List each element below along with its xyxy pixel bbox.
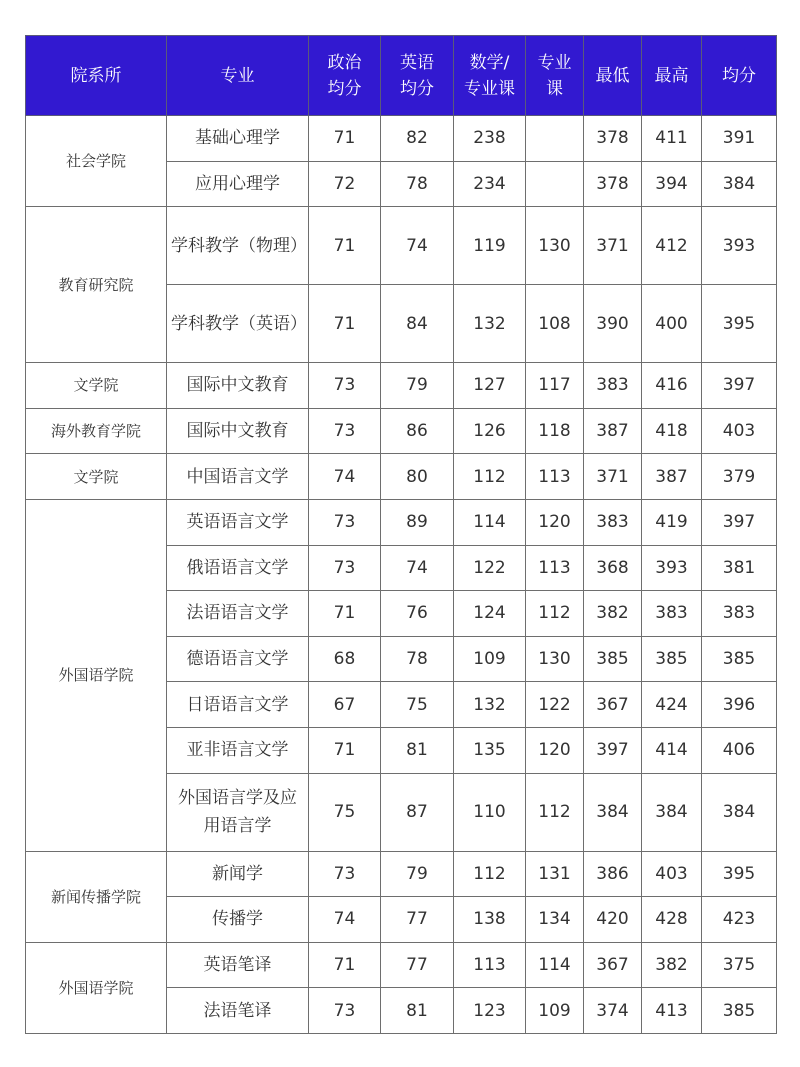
min-score-cell: 378: [584, 161, 642, 207]
major-cell: 应用心理学: [167, 161, 309, 207]
min-score-cell: 382: [584, 591, 642, 637]
english-avg-cell: 74: [381, 545, 454, 591]
politics-avg-cell: 71: [309, 285, 381, 363]
major-cell: 日语语言文学: [167, 682, 309, 728]
avg-score-cell: 396: [702, 682, 777, 728]
max-score-cell: 424: [642, 682, 702, 728]
min-score-cell: 374: [584, 988, 642, 1034]
table-row: [26, 454, 777, 500]
math-or-major-course-cell: 119: [454, 207, 526, 285]
avg-score-cell: 395: [702, 851, 777, 897]
max-score-cell: 394: [642, 161, 702, 207]
department-cell: 新闻传播学院: [26, 851, 167, 942]
major-cell: 传播学: [167, 897, 309, 943]
avg-score-cell: 381: [702, 545, 777, 591]
min-score-cell: 420: [584, 897, 642, 943]
english-avg-cell: 86: [381, 408, 454, 454]
avg-score-cell: 384: [702, 773, 777, 851]
major-course-cell: 114: [526, 942, 584, 988]
politics-avg-cell: 73: [309, 408, 381, 454]
english-avg-cell: 77: [381, 942, 454, 988]
politics-avg-cell: 71: [309, 207, 381, 285]
math-or-major-course-cell: 238: [454, 116, 526, 162]
english-avg-cell: 76: [381, 591, 454, 637]
math-or-major-course-cell: 234: [454, 161, 526, 207]
avg-score-cell: 379: [702, 454, 777, 500]
math-or-major-course-cell: 135: [454, 727, 526, 773]
max-score-cell: 418: [642, 408, 702, 454]
avg-score-cell: 406: [702, 727, 777, 773]
table-row: [26, 942, 777, 988]
avg-score-cell: 423: [702, 897, 777, 943]
avg-score-cell: 393: [702, 207, 777, 285]
politics-avg-cell: 71: [309, 116, 381, 162]
max-score-cell: 384: [642, 773, 702, 851]
department-cell: 教育研究院: [26, 207, 167, 363]
english-avg-cell: 75: [381, 682, 454, 728]
header-major: 专业: [167, 36, 309, 116]
english-avg-cell: 77: [381, 897, 454, 943]
department-cell: 外国语学院: [26, 499, 167, 851]
avg-score-cell: 403: [702, 408, 777, 454]
max-score-cell: 393: [642, 545, 702, 591]
min-score-cell: 383: [584, 499, 642, 545]
department-cell: 社会学院: [26, 116, 167, 207]
max-score-cell: 387: [642, 454, 702, 500]
math-or-major-course-cell: 132: [454, 285, 526, 363]
politics-avg-cell: 74: [309, 454, 381, 500]
math-or-major-course-cell: 124: [454, 591, 526, 637]
english-avg-cell: 81: [381, 727, 454, 773]
math-or-major-course-cell: 132: [454, 682, 526, 728]
table-row: [26, 851, 777, 897]
math-or-major-course-cell: 127: [454, 363, 526, 409]
max-score-cell: 400: [642, 285, 702, 363]
min-score-cell: 371: [584, 207, 642, 285]
major-cell: 德语语言文学: [167, 636, 309, 682]
major-course-cell: 130: [526, 636, 584, 682]
major-cell: 国际中文教育: [167, 363, 309, 409]
politics-avg-cell: 73: [309, 363, 381, 409]
math-or-major-course-cell: 110: [454, 773, 526, 851]
avg-score-cell: 385: [702, 636, 777, 682]
politics-avg-cell: 72: [309, 161, 381, 207]
major-cell: 学科教学（物理）: [167, 207, 309, 285]
major-cell: 法语语言文学: [167, 591, 309, 637]
math-or-major-course-cell: 109: [454, 636, 526, 682]
major-cell: 外国语言学及应用语言学: [167, 773, 309, 851]
major-cell: 英语语言文学: [167, 499, 309, 545]
math-or-major-course-cell: 113: [454, 942, 526, 988]
politics-avg-cell: 71: [309, 942, 381, 988]
max-score-cell: 414: [642, 727, 702, 773]
politics-avg-cell: 67: [309, 682, 381, 728]
major-cell: 法语笔译: [167, 988, 309, 1034]
politics-avg-cell: 73: [309, 988, 381, 1034]
english-avg-cell: 82: [381, 116, 454, 162]
max-score-cell: 413: [642, 988, 702, 1034]
min-score-cell: 367: [584, 942, 642, 988]
avg-score-cell: 384: [702, 161, 777, 207]
math-or-major-course-cell: 123: [454, 988, 526, 1034]
avg-score-cell: 383: [702, 591, 777, 637]
min-score-cell: 386: [584, 851, 642, 897]
avg-score-cell: 395: [702, 285, 777, 363]
major-course-cell: 112: [526, 591, 584, 637]
department-cell: 文学院: [26, 454, 167, 500]
header-major-course: 专业 课: [526, 36, 584, 116]
politics-avg-cell: 74: [309, 897, 381, 943]
english-avg-cell: 79: [381, 363, 454, 409]
politics-avg-cell: 68: [309, 636, 381, 682]
politics-avg-cell: 71: [309, 591, 381, 637]
min-score-cell: 384: [584, 773, 642, 851]
politics-avg-cell: 71: [309, 727, 381, 773]
politics-avg-cell: 73: [309, 851, 381, 897]
min-score-cell: 371: [584, 454, 642, 500]
header-politics-avg: 政治 均分: [309, 36, 381, 116]
major-cell: 新闻学: [167, 851, 309, 897]
department-cell: 海外教育学院: [26, 408, 167, 454]
major-course-cell: [526, 161, 584, 207]
max-score-cell: 419: [642, 499, 702, 545]
major-course-cell: 130: [526, 207, 584, 285]
max-score-cell: 428: [642, 897, 702, 943]
header-math-or-major-course: 数学/ 专业课: [454, 36, 526, 116]
header-min-score: 最低: [584, 36, 642, 116]
table-row: [26, 207, 777, 285]
major-course-cell: 118: [526, 408, 584, 454]
max-score-cell: 403: [642, 851, 702, 897]
score-table: [25, 35, 777, 1034]
math-or-major-course-cell: 138: [454, 897, 526, 943]
major-course-cell: 117: [526, 363, 584, 409]
math-or-major-course-cell: 114: [454, 499, 526, 545]
max-score-cell: 411: [642, 116, 702, 162]
major-cell: 英语笔译: [167, 942, 309, 988]
avg-score-cell: 397: [702, 499, 777, 545]
politics-avg-cell: 73: [309, 545, 381, 591]
min-score-cell: 368: [584, 545, 642, 591]
major-cell: 国际中文教育: [167, 408, 309, 454]
header-department: 院系所: [26, 36, 167, 116]
major-course-cell: 120: [526, 499, 584, 545]
major-course-cell: 120: [526, 727, 584, 773]
english-avg-cell: 80: [381, 454, 454, 500]
major-cell: 基础心理学: [167, 116, 309, 162]
english-avg-cell: 78: [381, 161, 454, 207]
min-score-cell: 387: [584, 408, 642, 454]
max-score-cell: 382: [642, 942, 702, 988]
major-course-cell: 113: [526, 454, 584, 500]
table-body: [26, 116, 777, 1034]
math-or-major-course-cell: 126: [454, 408, 526, 454]
max-score-cell: 385: [642, 636, 702, 682]
avg-score-cell: 391: [702, 116, 777, 162]
major-cell: 学科教学（英语）: [167, 285, 309, 363]
math-or-major-course-cell: 112: [454, 454, 526, 500]
english-avg-cell: 79: [381, 851, 454, 897]
header-max-score: 最高: [642, 36, 702, 116]
english-avg-cell: 78: [381, 636, 454, 682]
english-avg-cell: 81: [381, 988, 454, 1034]
table-row: [26, 499, 777, 545]
min-score-cell: 367: [584, 682, 642, 728]
major-cell: 亚非语言文学: [167, 727, 309, 773]
major-course-cell: 134: [526, 897, 584, 943]
header-english-avg: 英语 均分: [381, 36, 454, 116]
department-cell: 外国语学院: [26, 942, 167, 1033]
table-row: [26, 116, 777, 162]
table-row: [26, 408, 777, 454]
politics-avg-cell: 73: [309, 499, 381, 545]
major-cell: 俄语语言文学: [167, 545, 309, 591]
max-score-cell: 416: [642, 363, 702, 409]
major-course-cell: [526, 116, 584, 162]
english-avg-cell: 89: [381, 499, 454, 545]
header-row: [26, 36, 777, 116]
major-cell: 中国语言文学: [167, 454, 309, 500]
min-score-cell: 385: [584, 636, 642, 682]
avg-score-cell: 385: [702, 988, 777, 1034]
table-header: [26, 36, 777, 116]
department-cell: 文学院: [26, 363, 167, 409]
english-avg-cell: 84: [381, 285, 454, 363]
major-course-cell: 112: [526, 773, 584, 851]
english-avg-cell: 87: [381, 773, 454, 851]
major-course-cell: 131: [526, 851, 584, 897]
politics-avg-cell: 75: [309, 773, 381, 851]
min-score-cell: 378: [584, 116, 642, 162]
min-score-cell: 390: [584, 285, 642, 363]
english-avg-cell: 74: [381, 207, 454, 285]
max-score-cell: 412: [642, 207, 702, 285]
min-score-cell: 383: [584, 363, 642, 409]
avg-score-cell: 397: [702, 363, 777, 409]
avg-score-cell: 375: [702, 942, 777, 988]
math-or-major-course-cell: 112: [454, 851, 526, 897]
major-course-cell: 113: [526, 545, 584, 591]
header-avg-score: 均分: [702, 36, 777, 116]
major-course-cell: 122: [526, 682, 584, 728]
min-score-cell: 397: [584, 727, 642, 773]
max-score-cell: 383: [642, 591, 702, 637]
math-or-major-course-cell: 122: [454, 545, 526, 591]
major-course-cell: 109: [526, 988, 584, 1034]
major-course-cell: 108: [526, 285, 584, 363]
table-row: [26, 363, 777, 409]
